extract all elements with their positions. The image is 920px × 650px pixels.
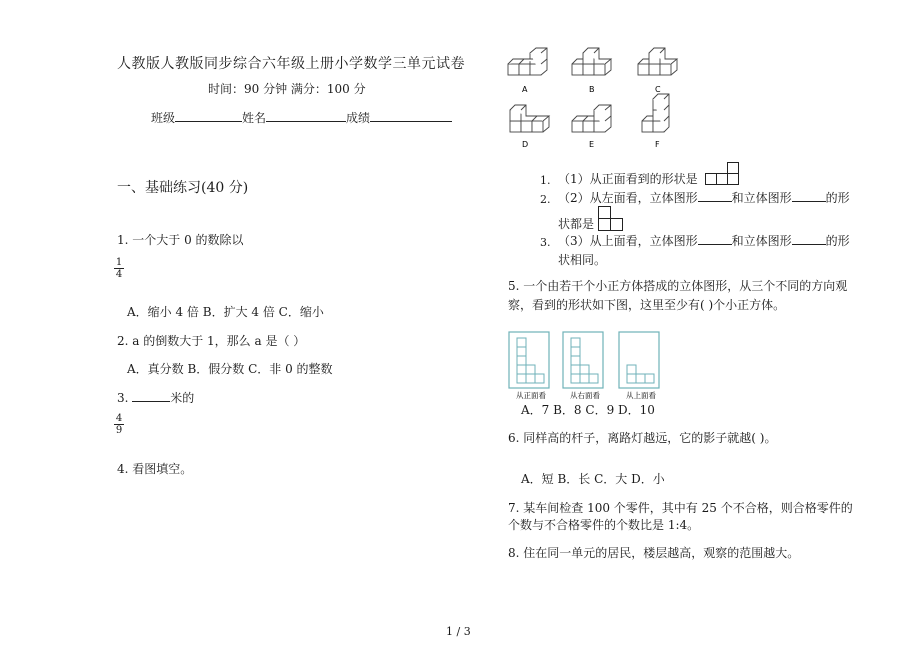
q5-options: A．7 B．8 C．9 D．10 <box>521 403 655 417</box>
cube-figure-a <box>508 48 547 75</box>
q5-view-label-top: 从上面看 <box>626 391 656 400</box>
cube-label-a: A <box>522 85 528 94</box>
q1-fraction <box>114 258 124 279</box>
time-info: 时间：90 分钟 满分：100 分 <box>208 82 366 96</box>
cube-figures <box>502 44 692 152</box>
cube-figure-f <box>642 94 669 132</box>
q6-options: A．短 B．长 C．大 D．小 <box>521 472 665 486</box>
cube-label-c: C <box>655 85 661 94</box>
exam-title: 人教版人教版同步综合六年级上册小学数学三单元试卷 <box>117 56 465 72</box>
q4-sub2-blank-1[interactable] <box>698 201 732 202</box>
cube-figure-e <box>572 105 611 132</box>
front-view-shape-icon <box>705 162 743 186</box>
q4-sub3-blank-2[interactable] <box>792 244 826 245</box>
q3-fraction <box>114 414 124 435</box>
q4-sub3-text-c: 的形 <box>825 234 850 248</box>
info-line <box>151 109 452 126</box>
q4-sub3-text-d: 状相同。 <box>558 253 607 267</box>
page-number: 1 / 3 <box>446 625 471 638</box>
q5-line1: 5. 一个由若干个小正方体搭成的立体图形，从三个不同的方向观 <box>508 279 848 293</box>
q1-text: 1. 一个大于 0 的数除以 <box>117 233 244 247</box>
q1-options: A．缩小 4 倍 B．扩大 4 倍 C．缩小 <box>127 305 324 319</box>
q4-sub1-text: （1）从正面看到的形状是 <box>558 172 698 186</box>
cube-figure-c <box>638 48 677 75</box>
q3-blank[interactable] <box>132 401 170 402</box>
q4-sub2-text-a: （2）从左面看，立体图形 <box>558 191 698 205</box>
q3-frac-den: 9 <box>115 425 123 436</box>
q4-sub3-text-b: 和立体图形 <box>731 234 792 248</box>
q7-line2: 个数与不合格零件的个数比是 1:4。 <box>508 518 700 532</box>
cube-figure-d <box>510 105 549 132</box>
q3-text <box>117 389 194 406</box>
q4-sub3-num: 3. <box>540 236 551 249</box>
q4-sub2-blank-2[interactable] <box>792 201 826 202</box>
q1-frac-num: 1 <box>115 257 123 268</box>
cube-figure-b <box>572 48 611 75</box>
q4-sub3-blank-1[interactable] <box>698 244 732 245</box>
q6-text: 6. 同样高的杆子，离路灯越远，它的影子就越( )。 <box>508 431 777 445</box>
q3-prefix: 3. <box>117 391 133 405</box>
q5-top-view <box>619 332 659 388</box>
q1-frac-den: 4 <box>115 269 123 280</box>
q7-line1: 7. 某车间检查 100 个零件，其中有 25 个不合格，则合格零件的 <box>508 501 853 515</box>
class-field[interactable] <box>175 121 242 122</box>
score-label: 成绩 <box>346 111 371 125</box>
q2-text: 2. a 的倒数大于 1，那么 a 是（ ） <box>117 334 306 348</box>
q8-text: 8. 住在同一单元的居民，楼层越高，观察的范围越大。 <box>508 546 800 560</box>
section-title: 一、基础练习(40 分) <box>117 180 249 196</box>
class-label: 班级 <box>151 111 176 125</box>
q5-right-view <box>563 332 603 388</box>
cube-label-b: B <box>589 85 595 94</box>
q5-front-view <box>509 332 549 388</box>
q4-sub2-text-d: 状都是 <box>558 217 595 231</box>
score-field[interactable] <box>370 121 452 122</box>
q4-sub3-line <box>558 232 850 249</box>
name-label: 姓名 <box>242 111 267 125</box>
left-view-shape-icon <box>598 206 626 232</box>
q4-sub2-line <box>558 189 850 206</box>
name-field[interactable] <box>266 121 346 122</box>
q3-frac-num: 4 <box>115 413 123 424</box>
cube-label-f: F <box>655 140 660 149</box>
q4-sub1-num: 1. <box>540 174 551 187</box>
q4-sub2-text-b: 和立体图形 <box>731 191 792 205</box>
q4-sub2-num: 2. <box>540 193 551 206</box>
cube-label-e: E <box>589 140 595 149</box>
q5-view-label-front: 从正面看 <box>516 391 546 400</box>
q4-sub2-text-c: 的形 <box>825 191 850 205</box>
q5-view-label-right: 从右面看 <box>570 391 600 400</box>
q4-text: 4. 看图填空。 <box>117 462 193 476</box>
q4-sub3-text-a: （3）从上面看，立体图形 <box>558 234 698 248</box>
cube-label-d: D <box>522 140 529 149</box>
q2-options: A．真分数 B．假分数 C．非 0 的整数 <box>127 362 333 376</box>
q5-line2: 察，看到的形状如下图，这里至少有( )个小正方体。 <box>508 298 786 312</box>
q3-suffix: 米的 <box>170 391 195 405</box>
q5-three-views <box>507 330 667 402</box>
